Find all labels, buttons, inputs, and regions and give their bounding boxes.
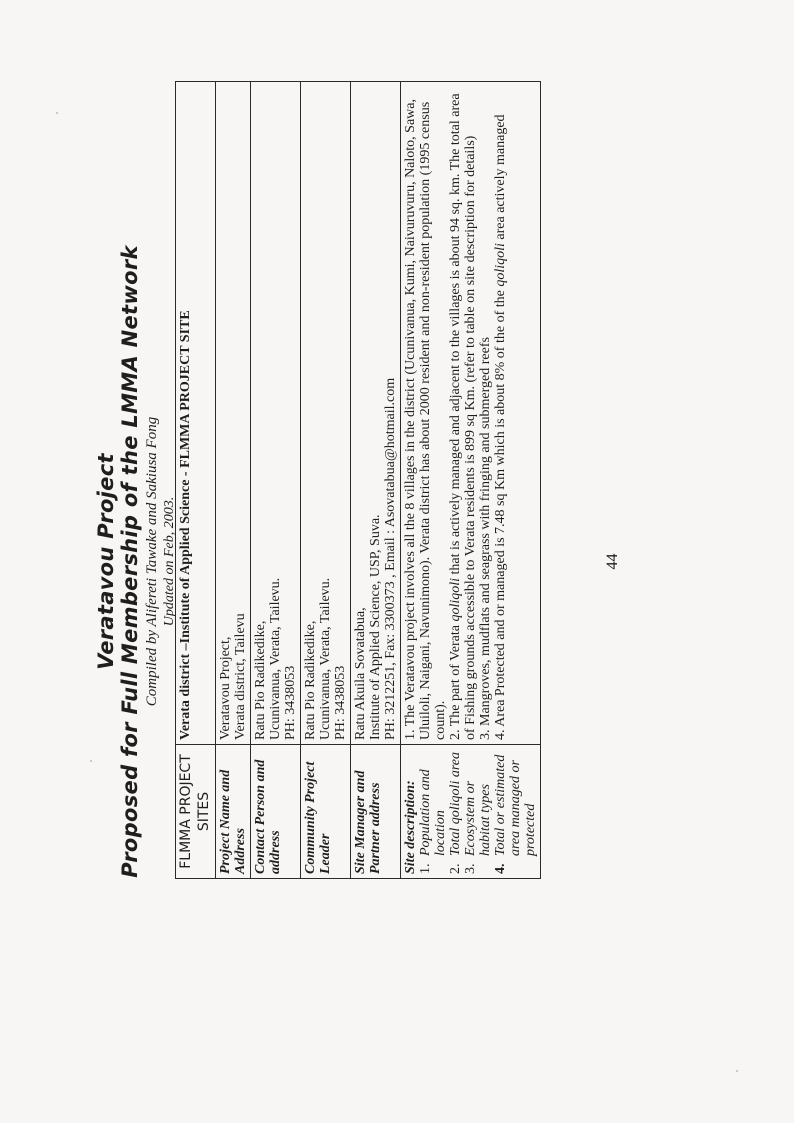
- row-value-community-leader: [301, 82, 351, 745]
- list-item-text: Population and location: [418, 769, 448, 856]
- document-subtitle: Proposed for Full Membership of the LMMA Network: [118, 245, 142, 878]
- site-description-title: Site description:: [403, 780, 418, 874]
- value-line: Ucunivanua, Verata, Tailevu.: [268, 577, 283, 740]
- list-item: [448, 749, 463, 874]
- table-row-site-description: [401, 82, 541, 879]
- header-right-cell: Verata district –Institute of Applied Science - FLMMA PROJECT SITE: [176, 82, 216, 745]
- row-value-site-manager: [351, 82, 401, 745]
- value-line: PH: 3212251, Fax: 3300373 , Email : Asovatabua@hotmail.com: [383, 377, 398, 740]
- row-label-community-leader: Community Project Leader: [301, 745, 351, 879]
- description-paragraph-4: [493, 86, 508, 740]
- table-row: [216, 82, 251, 879]
- list-item: [463, 749, 493, 874]
- table-row: [351, 82, 401, 879]
- value-line: Verata district, Tailevu: [233, 613, 248, 740]
- list-item-number: 1.: [418, 863, 433, 874]
- list-item-text: Ecosystem or habitat types: [463, 780, 493, 856]
- site-description-label-cell: [401, 745, 541, 879]
- row-label-contact-person: Contact Person and address: [251, 745, 301, 879]
- description-paragraph-1: 1. The Veratavou project involves all the 8 villages in the district (Ucunivanua, Kumi, Naivuruvuru, Naloto, Sawa, Uluiloli, Naigani, Navunimono). Verata district has about 2000 resident and non-resident population (1995 census count).: [403, 99, 448, 740]
- p2-text-a: 2. The part of Verata: [448, 621, 463, 740]
- table-header-row: [176, 82, 216, 879]
- description-paragraph-3: 3. Mangroves, mudflats and seagrass with fringing and submerged reefs: [478, 337, 493, 740]
- site-description-list: [418, 749, 538, 874]
- compiled-by-line: Compiled by Alifereti Tawake and Sakiusa Fong: [144, 416, 160, 707]
- row-label-project-name: Project Name and Address: [216, 745, 251, 879]
- list-item: [493, 749, 538, 874]
- list-item-number: 4.: [493, 863, 508, 874]
- header-left-line: SITES: [196, 791, 212, 832]
- updated-date-line: Updated on Feb, 2003.: [162, 496, 177, 627]
- p4-text-b: area actively managed: [493, 114, 508, 244]
- value-line: PH: 3438053: [283, 665, 298, 740]
- list-item-number: 3.: [463, 863, 478, 874]
- value-line: Ratu Pio Radikedike,: [253, 620, 268, 740]
- header-left-cell: [176, 745, 216, 879]
- list-item-text: Total or estimated area managed or protected: [493, 754, 538, 856]
- site-description-value-cell: [401, 82, 541, 745]
- p4-italic-term: qoliqoli: [493, 243, 508, 287]
- list-item-number: 2.: [448, 863, 463, 874]
- table-row: [301, 82, 351, 879]
- list-item: [418, 749, 448, 874]
- header-left-line: FLMMA PROJECT: [178, 754, 194, 869]
- value-line: Ratu Akuila Sovatabua,: [353, 607, 368, 740]
- list-item-text: Total qoliqoli area: [448, 752, 463, 856]
- page-number: 44: [604, 553, 621, 570]
- project-site-table: [175, 81, 541, 879]
- row-value-project-name: [216, 82, 251, 745]
- row-label-site-manager: Site Manager and Partner address: [351, 745, 401, 879]
- description-paragraph-2: [448, 86, 478, 740]
- row-value-contact-person: [251, 82, 301, 745]
- p2-italic-term: qoliqoli: [448, 577, 463, 622]
- value-line: Institute of Applied Science, USP, Suva.: [368, 514, 383, 740]
- table-row: [251, 82, 301, 879]
- p2-text-b: that is actively managed and adjacent to the villages is about 94 sq. km. The total area of Fishing grounds accessible to Verata residents is 899 sq Km. (refer to table on site description for details): [448, 93, 478, 740]
- project-title: Veratavou Project: [94, 453, 118, 670]
- value-line: PH: 3438053: [333, 665, 348, 740]
- value-line: Ucunivanua, Verata, Tailevu.: [318, 577, 333, 740]
- value-line: Ratu Pio Radikedike,: [303, 620, 318, 740]
- value-line: Veratavou Project,: [218, 636, 233, 740]
- p4-text-a: 4. Area Protected and or managed is 7.48 sq Km which is about 8% of the of the: [493, 286, 508, 740]
